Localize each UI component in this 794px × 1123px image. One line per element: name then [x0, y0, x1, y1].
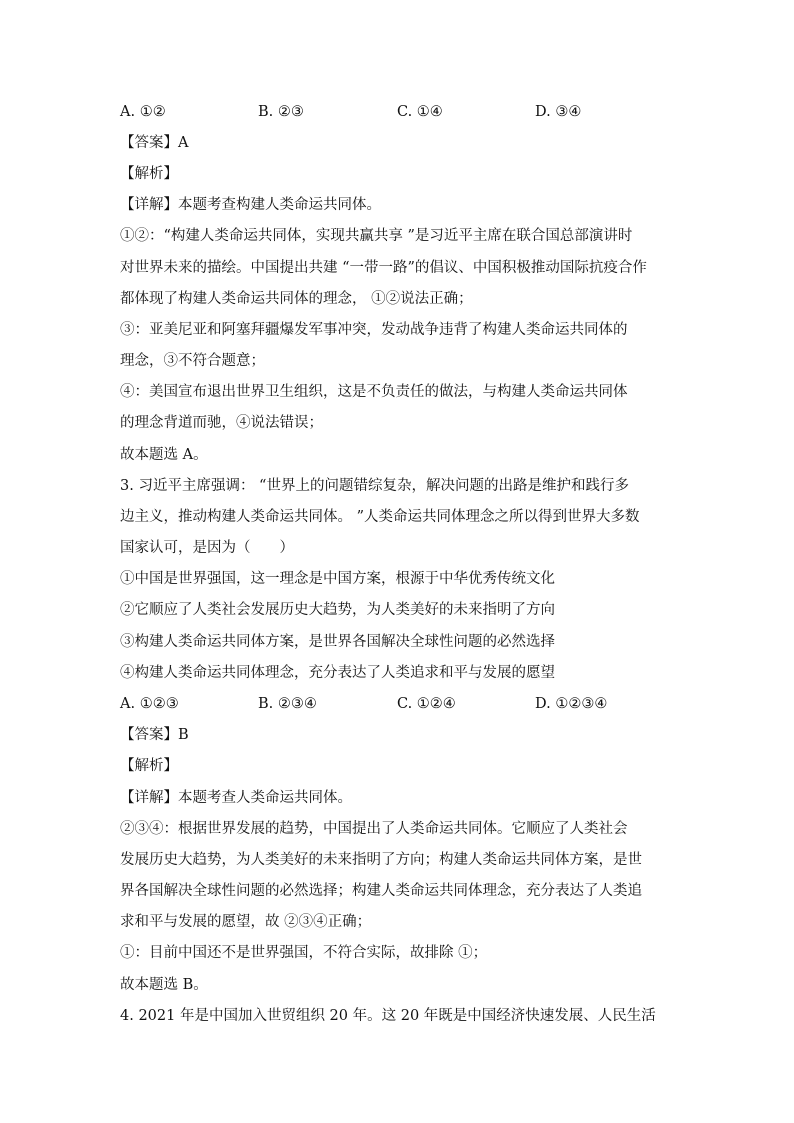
q3-statement: ③构建人类命运共同体方案，是世界各国解决全球性问题的必然选择 — [120, 634, 555, 650]
q3-option-a: A. ①②③ — [120, 696, 179, 712]
q3-option-c: C. ①②④ — [397, 696, 456, 712]
q3-stem-line: 国家认可，是因为（ ） — [120, 540, 294, 556]
q3-detail-line: 界各国解决全球性问题的必然选择；构建人类命运共同体理念，充分表达了人类追 — [120, 883, 642, 899]
q2-detail-line: 故本题选 A。 — [120, 447, 208, 463]
q3-statement: ②它顺应了人类社会发展历史大趋势，为人类美好的未来指明了方向 — [120, 602, 555, 618]
q2-option-d: D. ③④ — [535, 104, 582, 120]
q3-analysis-label: 【解析】 — [120, 758, 178, 774]
q3-detail-line: ②③④：根据世界发展的趋势，中国提出了人类命运共同体。它顺应了人类社会 — [120, 821, 628, 837]
q3-answer: 【答案】B — [120, 727, 189, 743]
q2-answer: 【答案】A — [120, 135, 189, 151]
q2-detail-line: ①②：“构建人类命运共同体，实现共赢共享 ”是习近平主席在联合国总部演讲时 — [120, 228, 633, 244]
q2-detail-line: ③：亚美尼亚和阿塞拜疆爆发军事冲突，发动战争违背了构建人类命运共同体的 — [120, 322, 628, 338]
q3-detail-line: ①：目前中国还不是世界强国，不符合实际，故排除 ①； — [120, 945, 488, 961]
q3-detail-line: 发展历史大趋势，为人类美好的未来指明了方向；构建人类命运共同体方案，是世 — [120, 852, 642, 868]
q3-option-d: D. ①②③④ — [535, 696, 608, 712]
q2-detail-line: 的理念背道而驰，④说法错误； — [120, 415, 323, 431]
q2-analysis-label: 【解析】 — [120, 166, 178, 182]
q2-option-b: B. ②③ — [258, 104, 304, 120]
q2-detail-line: ④：美国宣布退出世界卫生组织，这是不负责任的做法，与构建人类命运共同体 — [120, 384, 628, 400]
q2-detail-line: 对世界未来的描绘。中国提出共建 “一带一路”的倡议、中国积极推动国际抗疫合作 — [120, 260, 647, 276]
q2-detail-line: 都体现了构建人类命运共同体的理念， ①②说法正确； — [120, 291, 473, 307]
q3-statement: ①中国是世界强国，这一理念是中国方案，根源于中华优秀传统文化 — [120, 571, 555, 587]
q3-statement: ④构建人类命运共同体理念，充分表达了人类追求和平与发展的愿望 — [120, 665, 555, 681]
q3-stem-line: 3. 习近平主席强调： “世界上的问题错综复杂，解决问题的出路是维护和践行多 — [120, 478, 629, 494]
q2-option-a: A. ①② — [120, 104, 166, 120]
q3-detail-line: 【详解】本题考查人类命运共同体。 — [120, 790, 352, 806]
q4-stem-line: 4. 2021 年是中国加入世贸组织 20 年。这 20 年既是中国经济快速发展、人民生活 — [120, 1008, 656, 1024]
q3-detail-line: 故本题选 B。 — [120, 977, 208, 993]
q3-stem-line: 边主义，推动构建人类命运共同体。 ”人类命运共同体理念之所以得到世界大多数 — [120, 509, 640, 525]
q2-option-c: C. ①④ — [397, 104, 443, 120]
q2-detail-line: 【详解】本题考查构建人类命运共同体。 — [120, 197, 381, 213]
q3-detail-line: 求和平与发展的愿望，故 ②③④正确； — [120, 914, 372, 930]
q3-option-b: B. ②③④ — [258, 696, 317, 712]
q2-detail-line: 理念，③不符合题意； — [120, 353, 265, 369]
